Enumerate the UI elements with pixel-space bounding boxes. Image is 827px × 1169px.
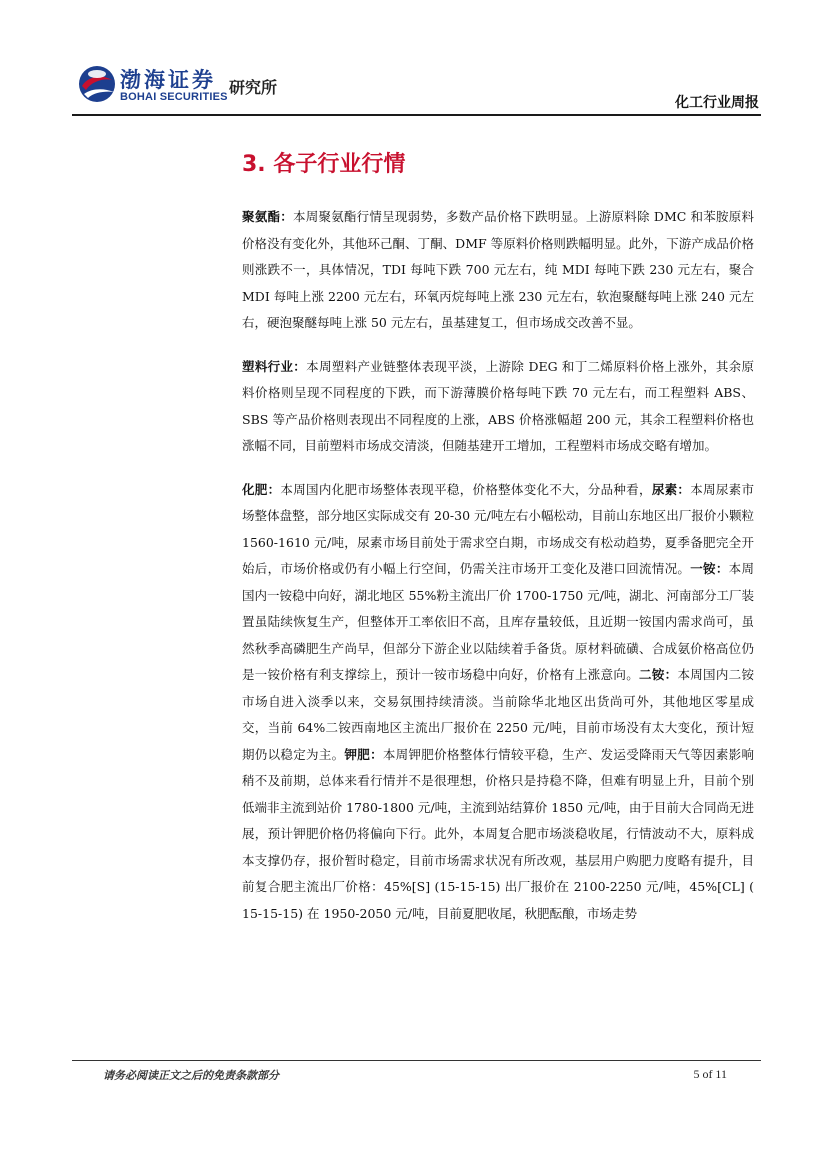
bohai-logo-icon <box>78 64 116 104</box>
dap-text: 本周国内二铵市场自进入淡季以来，交易氛围持续清淡。当前除华北地区出货尚可外，其他地区零星成交，当前 64%二铵西南地区主流出厂报价在 2250 元/吨，目前市场没有太大变化，预计短期仍以稳定为主。 <box>242 667 754 762</box>
paragraph-text: 本周塑料产业链整体表现平淡，上游除 DEG 和丁二烯原料价格上涨外，其余原料价格则呈现不同程度的下跌，而下游薄膜价格每吨下跌 70 元左右，而工程塑料 ABS、SBS 等产品价格则表现出不同程度的上涨，ABS 价格涨幅超 200 元，其余工程塑料价格也涨幅不同，目前塑料市场成交清淡，但随基建开工增加，工程塑料市场成交略有增加。 <box>242 358 754 453</box>
paragraph-text: 本周国内化肥市场整体表现平稳，价格整体变化不大，分品种看， <box>280 481 652 497</box>
company-logo <box>78 64 288 106</box>
paragraph-plastics <box>242 354 754 460</box>
section-title: 3. 各子行业行情 <box>242 152 406 177</box>
potash-label: 钾肥： <box>344 746 383 762</box>
footer-divider <box>72 1060 761 1061</box>
paragraph-label: 化肥： <box>242 481 281 497</box>
logo-chinese-name: 渤海证券 <box>120 68 216 92</box>
urea-text: 本周尿素市场整体盘整，部分地区实际成交有 20-30 元/吨左右小幅松动，目前山东地区出厂报价小颗粒 1560-1610 元/吨，尿素市场目前处于需求空白期，市场成交有松动趋势，夏季备肥完全开始后，市场价格或仍有小幅上行空间，仍需关注市场开工变化及港口回流情况。 <box>242 481 754 576</box>
dap-label: 二铵： <box>639 667 678 682</box>
paragraph-fertilizer <box>242 477 754 928</box>
map-text: 本周国内一铵稳中向好，湖北地区 55%粉主流出厂价 1700-1750 元/吨，湖北、河南部分工厂装置虽陆续恢复生产，但整体开工率依旧不高，且库存量较低，且近期一铵国内需求尚可，虽然秋季高磷肥生产尚早，但部分下游企业以陆续着手备货。原材料硫磺、合成氨价格高位仍是一铵价格有利支撑综上，预计一铵市场稳中向好，价格有上涨意向。 <box>242 561 754 682</box>
page-number: 5 of 11 <box>693 1067 727 1081</box>
urea-label: 尿素： <box>651 481 691 497</box>
institute-name: 研究所 <box>229 78 278 97</box>
report-type: 化工行业周报 <box>675 95 759 111</box>
potash-text: 本周钾肥价格整体行情较平稳，生产、发运受降雨天气等因素影响稍不及前期，总体来看行情并不是很理想，价格只是持稳不降，但难有明显上升，目前个别低端非主流到站价 1780-1800 元/吨，主流到站结算价 1850 元/吨，由于目前大合同尚无进展，预计钾肥价格仍将偏向下行。此外，本周复合肥市场淡稳收尾，行情波动不大，原料成本支撑仍存，报价暂时稳定，目前市场需求状况有所改观，基层用户购肥力度略有提升，目前复合肥主流出厂价格：45%[S] (15-15-15) 出厂报价在 2100-2250 元/吨，45%[CL] ( 15-15-15) 在 1950-2050 元/吨，目前夏肥收尾，秋肥酝酿，市场走势 <box>242 746 754 921</box>
paragraph-label: 聚氨酯： <box>242 209 293 224</box>
map-label: 一铵： <box>690 561 729 576</box>
report-body <box>242 204 754 944</box>
logo-english-name: BOHAI SECURITIES <box>120 91 228 103</box>
header-divider <box>72 114 761 116</box>
disclaimer-note: 请务必阅读正文之后的免责条款部分 <box>103 1069 279 1082</box>
paragraph-text: 本周聚氨酯行情呈现弱势，多数产品价格下跌明显。上游原料除 DMC 和苯胺原料价格没有变化外，其他环己酮、丁酮、DMF 等原料价格则跌幅明显。此外，下游产成品价格则涨跌不一，具体情况，TDI 每吨下跌 700 元左右，纯 MDI 每吨下跌 230 元左右，聚合 MDI 每吨上涨 2200 元左右，环氧丙烷每吨上涨 230 元左右，软泡聚醚每吨上涨 240 元左右，硬泡聚醚每吨上涨 50 元左右，虽基建复工，但市场成交改善不显。 <box>242 209 754 330</box>
paragraph-polyurethane <box>242 204 754 337</box>
paragraph-label: 塑料行业： <box>242 358 307 374</box>
